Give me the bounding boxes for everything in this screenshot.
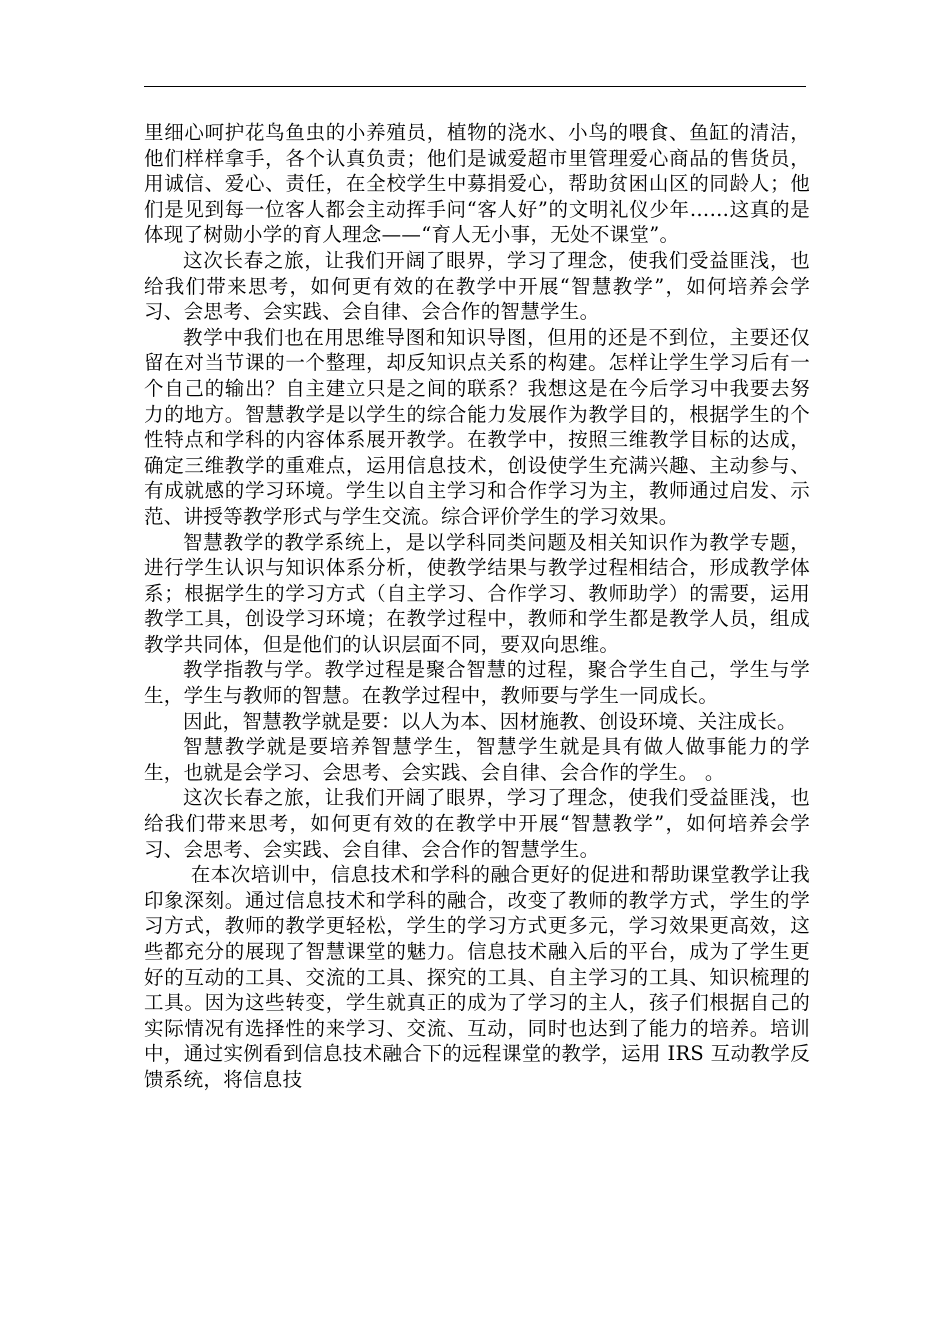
paragraph: 这次长春之旅，让我们开阔了眼界，学习了理念，使我们受益匪浅，也给我们带来思考，如何更有效的在教学中开展“智慧教学”，如何培养会学习、会思考、会实践、会自律、会合作的智慧学生。 — [144, 248, 810, 324]
paragraph: 教学指教与学。教学过程是聚合智慧的过程，聚合学生自己，学生与学生，学生与教师的智慧。在教学过程中，教师要与学生一同成长。 — [144, 658, 810, 708]
paragraph: 因此，智慧教学就是要：以人为本、因材施教、创设环境、关注成长。 — [183, 709, 797, 733]
paragraph: 智慧教学的教学系统上，是以学科同类问题及相关知识作为教学专题，进行学生认识与知识体系分析，使教学结果与教学过程相结合，形成教学体系；根据学生的学习方式（自主学习、合作学习、教师助学）的需要，运用教学工具，创设学习环境；在教学过程中，教师和学生都是教学人员，组成教学共同体，但是他们的认识层面不同，要双向思维。 — [144, 530, 810, 656]
paragraph-continuation: 里细心呵护花鸟鱼虫的小养殖员，植物的浇水、小鸟的喂食、鱼缸的清洁，他们样样拿手，各个认真负责；他们是诚爱超市里管理爱心商品的售货员，用诚信、爱心、责任，在全校学生中募捐爱心，帮助贫困山区的同龄人；他们是见到每一位客人都会主动挥手问“客人好”的文明礼仪少年……这真的是体现了树勋小学的育人理念——“育人无小事，无处不课堂”。 — [144, 121, 810, 247]
paragraph: 在本次培训中，信息技术和学科的融合更好的促进和帮助课堂教学让我印象深刻。通过信息技术和学科的融合，改变了教师的教学方式，学生的学习方式，教师的教学更轻松，学生的学习方式更多元，学习效果更高效，这些都充分的展现了智慧课堂的魅力。信息技术融入后的平台，成为了学生更好的互动的工具、交流的工具、探究的工具、自主学习的工具、知识梳理的工具。因为这些转变，学生就真正的成为了学习的主人，孩子们根据自己的实际情况有选择性的来学习、交流、互动，同时也达到了能力的培养。培训中，通过实例看到信息技术融合下的远程课堂的教学，运用 IRS 互动教学反馈系统，将信息技 — [144, 863, 810, 1091]
paragraph: 智慧教学就是要培养智慧学生，智慧学生就是具有做人做事能力的学生，也就是会学习、会思考、会实践、会自律、会合作的学生。 。 — [144, 735, 810, 784]
paragraph: 这次长春之旅，让我们开阔了眼界，学习了理念，使我们受益匪浅，也给我们带来思考，如何更有效的在教学中开展“智慧教学”，如何培养会学习、会思考、会实践、会自律、会合作的智慧学生。 — [144, 786, 810, 861]
document-body — [144, 120, 810, 1093]
paragraph: 教学中我们也在用思维导图和知识导图，但用的还是不到位，主要还仅留在对当节课的一个整理，却反知识点关系的构建。怎样让学生学习后有一个自己的输出？自主建立只是之间的联系？我想这是在今后学习中我要去努力的地方。智慧教学是以学生的综合能力发展作为教学目的，根据学生的个性特点和学科的内容体系展开教学。在教学中，按照三维教学目标的达成，确定三维教学的重难点，运用信息技术，创设使学生充满兴趣、主动参与、有成就感的学习环境。学生以自主学习和合作学习为主，教师通过启发、示范、讲授等教学形式与学生交流。综合评价学生的学习效果。 — [144, 325, 810, 528]
header-rule — [144, 86, 806, 87]
